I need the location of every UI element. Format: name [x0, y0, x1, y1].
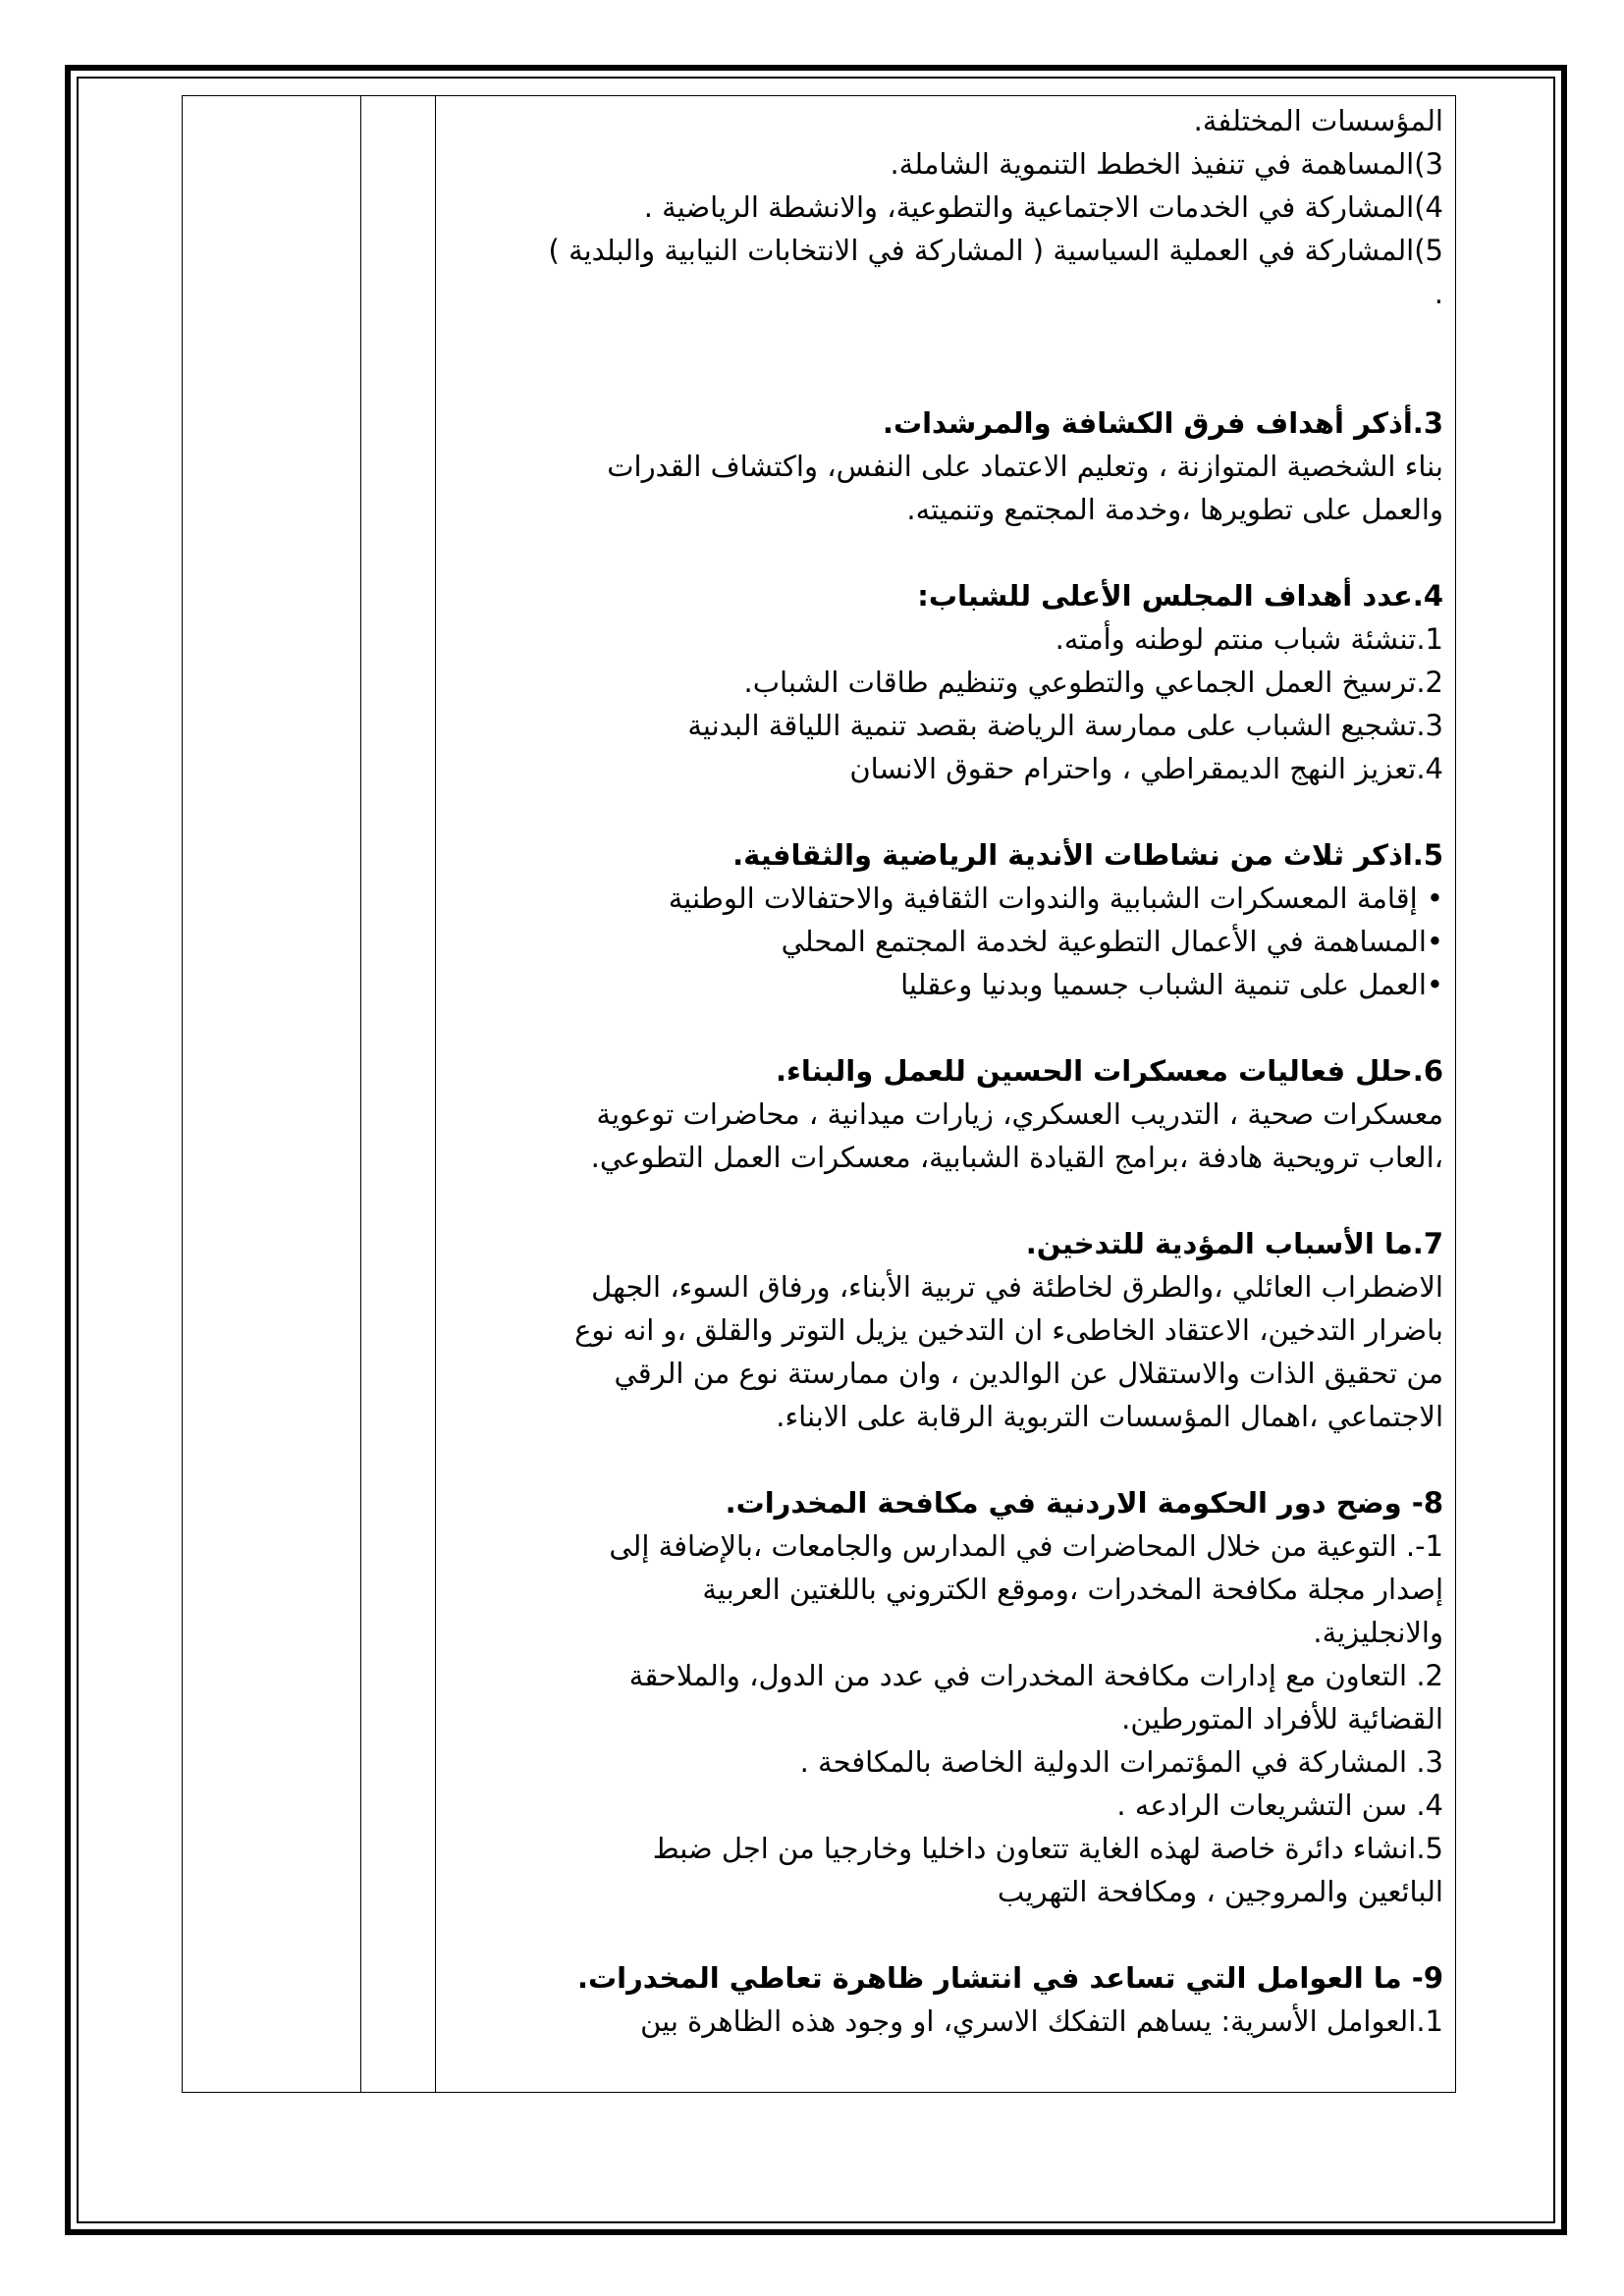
table-row: [183, 96, 1456, 2093]
answer-line: باضرار التدخين، الاعتقاد الخاطىء ان التدخين يزيل التوتر والقلق ،و انه نوع: [574, 1313, 1443, 1347]
answer-line: •المساهمة في الأعمال التطوعية لخدمة المجتمع المحلي: [781, 925, 1443, 958]
question-8-title: 8- وضح دور الحكومة الاردنية في مكافحة المخدرات.: [725, 1486, 1443, 1520]
answer-line: والانجليزية.: [1313, 1616, 1443, 1649]
answer-line: 1.تنشئة شباب منتم لوطنه وأمته.: [1055, 622, 1443, 656]
answer-line: 3. المشاركة في المؤتمرات الدولية الخاصة بالمكافحة .: [799, 1745, 1443, 1779]
answer-line: 5.انشاء دائرة خاصة لهذه الغاية تتعاون داخليا وخارجيا من اجل ضبط: [652, 1832, 1443, 1865]
question-7-title: 7.ما الأسباب المؤدية للتدخين.: [1025, 1227, 1443, 1260]
intro-line: 3)المساهمة في تنفيذ الخطط التنموية الشاملة.: [890, 147, 1443, 181]
answers-content: [436, 99, 1455, 2043]
answer-line: 2. التعاون مع إدارات مكافحة المخدرات في عدد من الدول، والملاحقة: [628, 1659, 1443, 1692]
intro-line: المؤسسات المختلفة.: [1193, 104, 1443, 137]
answers-column: [436, 96, 1456, 2093]
worksheet-table: [182, 95, 1456, 2093]
empty-column-right: [183, 96, 361, 2093]
intro-line: .: [1434, 277, 1443, 310]
answer-line: 3.تشجيع الشباب على ممارسة الرياضة بقصد تنمية اللياقة البدنية: [687, 709, 1443, 742]
answer-line: 4.تعزيز النهج الديمقراطي ، واحترام حقوق الانسان: [849, 752, 1443, 785]
answer-line: من تحقيق الذات والاستقلال عن الوالدين ، وان ممارستة نوع من الرقي: [614, 1357, 1443, 1390]
answer-line: إصدار مجلة مكافحة المخدرات ،وموقع الكتروني باللغتين العربية: [702, 1573, 1443, 1606]
answer-line: الاضطراب العائلي ،والطرق لخاطئة في تربية الأبناء، ورفاق السوء، الجهل: [591, 1270, 1443, 1304]
intro-line: 5)المشاركة في العملية السياسية ( المشاركة في الانتخابات النيابية والبلدية ): [548, 234, 1443, 267]
question-4-title: 4.عدد أهداف المجلس الأعلى للشباب:: [917, 579, 1443, 613]
answer-line: والعمل على تطويرها ،وخدمة المجتمع وتنميته.: [906, 493, 1443, 526]
answer-line: 4. سن التشريعات الرادعه .: [1116, 1789, 1443, 1822]
answer-line: القضائية للأفراد المتورطين.: [1121, 1702, 1443, 1735]
answer-line: 1.العوامل الأسرية: يساهم التفكك الاسري، او وجود هذه الظاهرة بين: [640, 2004, 1443, 2038]
answer-line: • إقامة المعسكرات الشبابية والندوات الثقافية والاحتفالات الوطنية: [668, 881, 1443, 915]
answer-line: 1-. التوعية من خلال المحاضرات في المدارس والجامعات ،بالإضافة إلى: [609, 1529, 1443, 1563]
answer-line: 2.ترسيخ العمل الجماعي والتطوعي وتنظيم طاقات الشباب.: [743, 666, 1443, 699]
question-3-title: 3.أذكر أهداف فرق الكشافة والمرشدات.: [882, 406, 1443, 440]
empty-column-middle: [361, 96, 436, 2093]
intro-line: 4)المشاركة في الخدمات الاجتماعية والتطوعية، والانشطة الرياضية .: [643, 190, 1443, 224]
answer-line: البائعين والمروجين ، ومكافحة التهريب: [997, 1875, 1443, 1908]
answer-line: بناء الشخصية المتوازنة ، وتعليم الاعتماد على النفس، واكتشاف القدرات: [607, 450, 1443, 483]
answer-line: الاجتماعي ،اهمال المؤسسات التربوية الرقابة على الابناء.: [776, 1400, 1443, 1433]
answer-line: معسكرات صحية ، التدريب العسكري، زيارات ميدانية ، محاضرات توعوية: [596, 1097, 1443, 1131]
question-9-title: 9- ما العوامل التي تساعد في انتشار ظاهرة تعاطي المخدرات.: [576, 1961, 1443, 1995]
answer-line: ،العاب ترويحية هادفة ،برامج القيادة الشبابية، معسكرات العمل التطوعي.: [590, 1141, 1443, 1174]
answer-line: •العمل على تنمية الشباب جسميا وبدنيا وعقليا: [900, 968, 1443, 1001]
question-5-title: 5.اذكر ثلاث من نشاطات الأندية الرياضية والثقافية.: [732, 838, 1443, 872]
question-6-title: 6.حلل فعاليات معسكرات الحسين للعمل والبناء.: [776, 1054, 1443, 1088]
